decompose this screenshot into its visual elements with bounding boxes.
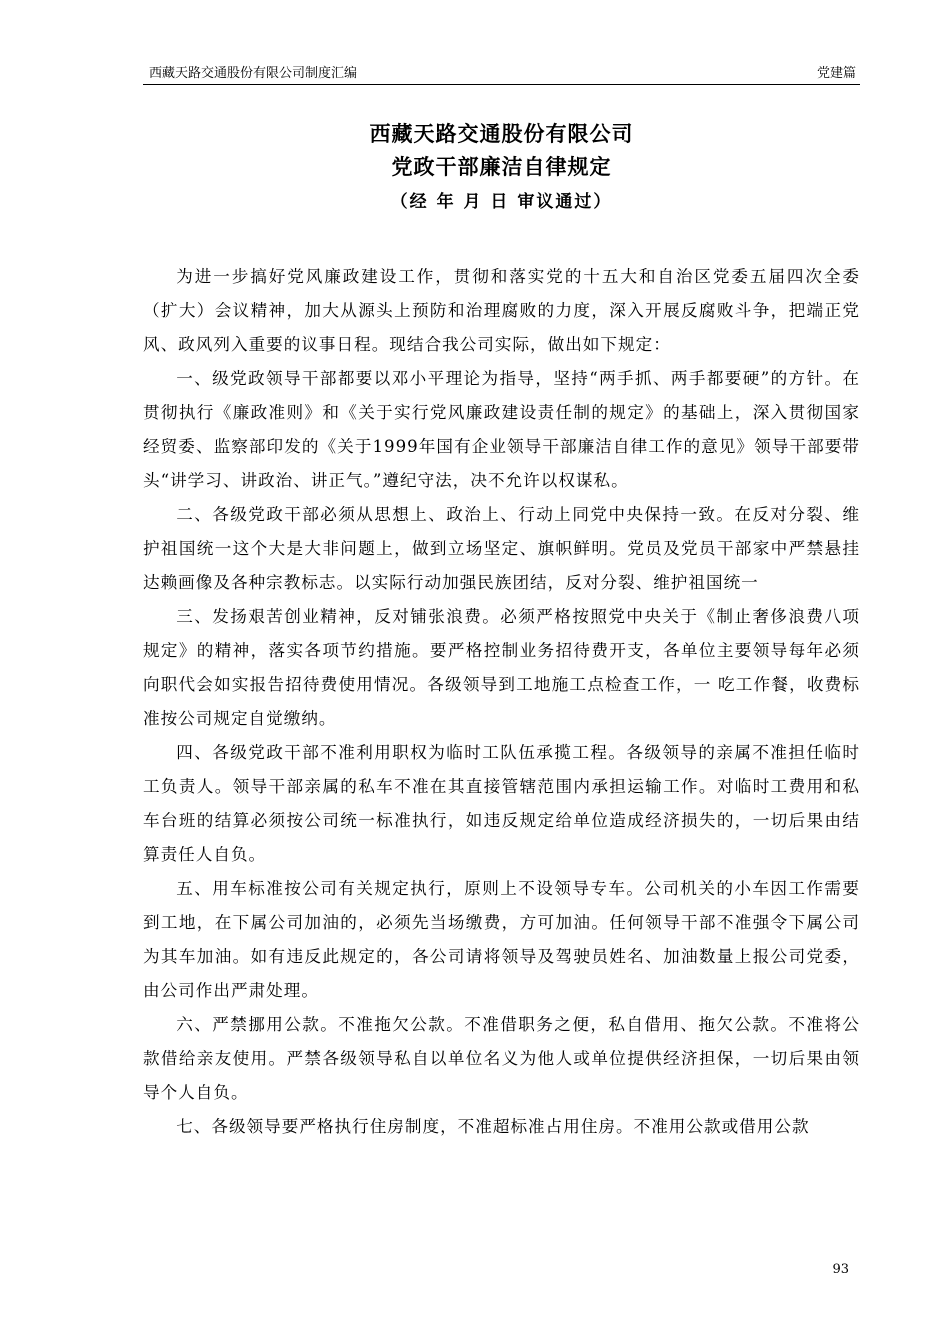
paragraph-7: 七、各级领导要严格执行住房制度，不准超标准占用住房。不准用公款或借用公款 bbox=[176, 1117, 810, 1136]
paragraph-1: 一、级党政领导干部都要以邓小平理论为指导，坚持“两手抓、两手都要硬”的方针。在贯彻执行《廉政准则》和《关于实行党风廉政建设责任制的规定》的基础上，深入贯彻国家经贸委、监察部印发的《关于1999年国有企业领导干部廉洁自律工作的意见》领导干部要带头“讲学习、讲政治、讲正气。”遵纪守法，决不允许以权谋私。 bbox=[143, 369, 860, 490]
page-number: 93 bbox=[832, 1262, 849, 1277]
title-company: 西藏天路交通股份有限公司 bbox=[369, 122, 634, 146]
paragraph-6: 六、严禁挪用公款。不准拖欠公款。不准借职务之便，私自借用、拖欠公款。不准将公款借给亲友使用。严禁各级领导私自以单位名义为他人或单位提供经济担保，一切后果由领导个人自负。 bbox=[143, 1015, 860, 1102]
header-rule bbox=[143, 84, 860, 85]
paragraph-intro: 为进一步搞好党风廉政建设工作，贯彻和落实党的十五大和自治区党委五届四次全委（扩大）会议精神，加大从源头上预防和治理腐败的力度，深入开展反腐败斗争，把端正党风、政风列入重要的议事日程。现结合我公司实际，做出如下规定： bbox=[143, 267, 860, 354]
title-approval-note: （经 年 月 日 审议通过） bbox=[390, 192, 613, 212]
title-regulation: 党政干部廉洁自律规定 bbox=[391, 155, 612, 179]
title-block bbox=[143, 118, 860, 219]
paragraph-4: 四、各级党政干部不准利用职权为临时工队伍承揽工程。各级领导的亲属不准担任临时工负责人。领导干部亲属的私车不准在其直接管辖范围内承担运输工作。对临时工费用和私车台班的结算必须按公司统一标准执行，如违反规定给单位造成经济损失的，一切后果由结算责任人自负。 bbox=[143, 743, 860, 864]
document-body bbox=[143, 260, 860, 1144]
paragraph-3: 三、发扬艰苦创业精神，反对铺张浪费。必须严格按照党中央关于《制止奢侈浪费八项规定》的精神，落实各项节约措施。要严格控制业务招待费开支，各单位主要领导每年必须向职代会如实报告招待费使用情况。各级领导到工地施工点检查工作，一 吃工作餐，收费标准按公司规定自觉缴纳。 bbox=[143, 607, 860, 728]
header-company: 西藏天路交通股份有限公司制度汇编 bbox=[149, 66, 358, 81]
running-header bbox=[143, 64, 860, 84]
paragraph-5: 五、用车标准按公司有关规定执行，原则上不设领导专车。公司机关的小车因工作需要到工地，在下属公司加油的，必须先当场缴费，方可加油。任何领导干部不准强令下属公司为其车加油。如有违反此规定的，各公司请将领导及驾驶员姓名、加油数量上报公司党委，由公司作出严肃处理。 bbox=[143, 879, 860, 1000]
header-section: 党建篇 bbox=[816, 66, 856, 81]
paragraph-2: 二、各级党政干部必须从思想上、政治上、行动上同党中央保持一致。在反对分裂、维护祖国统一这个大是大非问题上，做到立场坚定、旗帜鲜明。党员及党员干部家中严禁悬挂达赖画像及各种宗教标志。以实际行动加强民族团结，反对分裂、维护祖国统一 bbox=[143, 505, 860, 592]
